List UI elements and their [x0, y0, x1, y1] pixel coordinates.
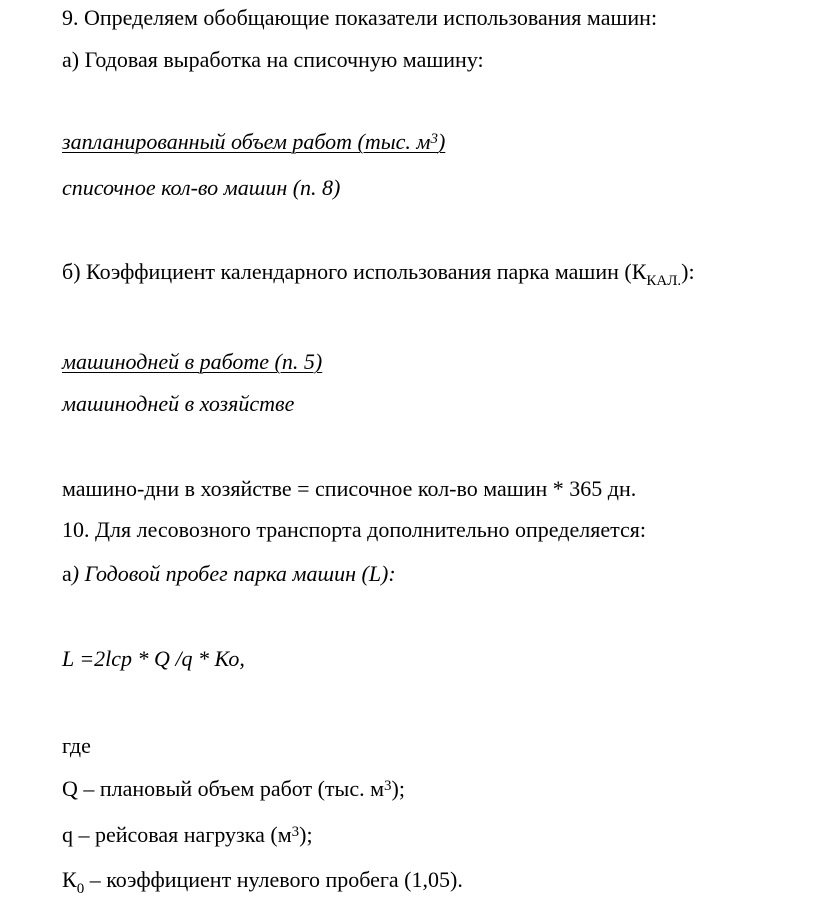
where-label: где — [62, 733, 91, 758]
definition-k0-coefficient: $К_0$ – коэффициент нулевого пробега (1,05). — [62, 867, 463, 897]
definition-q-volume: Q – плановый объем работ (тыс. $м^3$); — [62, 776, 405, 801]
item-b-calendar-coefficient: б) Коэффициент календарного использования парка машин $(К_{КАЛ.})$: — [62, 259, 695, 289]
fraction-2-numerator: машинодней в работе (п. 5) — [62, 349, 323, 374]
fraction-2-denominator: машинодней в хозяйстве — [62, 391, 295, 416]
item-a-annual-mileage: а) Годовой пробег парка машин (L): — [62, 561, 396, 586]
definition-q-load: q – рейсовая нагрузка $(м^3)$; — [62, 822, 313, 847]
section-10-heading: 10. Для лесовозного транспорта дополнительно определяется: — [62, 517, 646, 542]
fraction-1-numerator: запланированный объем работ (тыс. $м^3$) — [62, 129, 446, 154]
mileage-formula: L =2lср * Q /q * Ко, — [62, 646, 245, 671]
machine-days-equation: машино-дни в хозяйстве = списочное кол-во машин * 365 дн. — [62, 476, 637, 501]
section-9-heading: 9. Определяем обобщающие показатели использования машин: — [62, 5, 658, 30]
item-a-annual-output: а) Годовая выработка на списочную машину: — [62, 47, 484, 72]
fraction-1-denominator: списочное кол-во машин (п. 8) — [62, 175, 341, 200]
